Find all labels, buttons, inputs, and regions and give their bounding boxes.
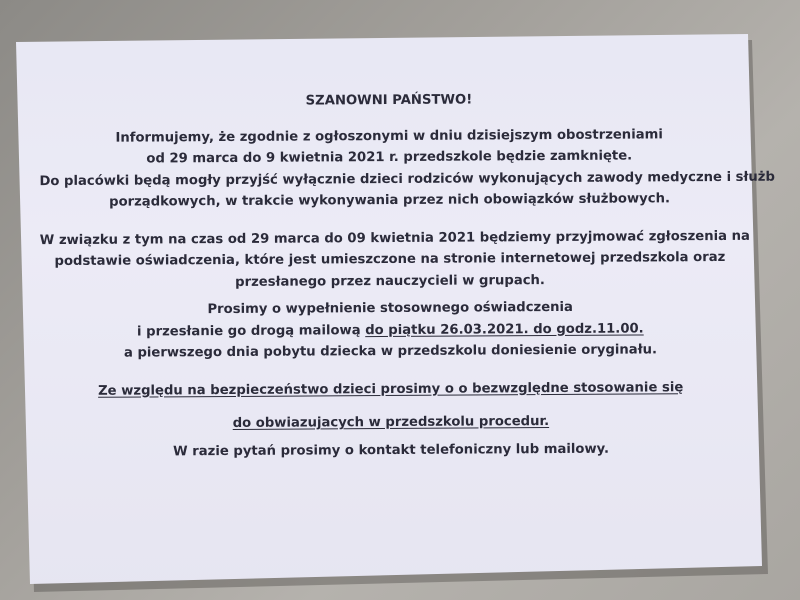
paragraph-1-line-2: od 29 marca do 9 kwietnia 2021 r. przedszkole będzie zamknięte. (146, 148, 633, 167)
paragraph-2-line-2: podstawie oświadczenia, które jest umieszczone na stronie internetowej przedszkola oraz (54, 249, 726, 270)
contact-line: W razie pytań prosimy o kontakt telefoniczny lub mailowy. (173, 441, 610, 459)
safety-line-2: do obwiazujacych w przedszkolu procedur. (232, 414, 550, 431)
deadline: do piątku 26.03.2021. do godz.11.00. (365, 320, 644, 338)
paragraph-3-line-3: a pierwszego dnia pobytu dziecka w przedszkolu doniesienie oryginału. (123, 342, 658, 361)
notice-text (39, 88, 775, 463)
paragraph-3-line-1: Prosimy o wypełnienie stosownego oświadczenia (207, 299, 573, 318)
paragraph-1-line-4: porządkowych, w trakcie wykonywania przez nich obowiązków służbowych. (109, 191, 671, 210)
paragraph-1-line-3: Do placówki będą mogły przyjść wyłącznie dzieci rodziców wykonujących zawody medyczne i służb (39, 169, 775, 189)
notice-title: SZANOWNI PAŃSTWO! (305, 92, 473, 109)
safety-line-1: Ze względu na bezpieczeństwo dzieci prosimy o o bezwzględne stosowanie się (98, 379, 684, 399)
paragraph-2-line-3: przesłanego przez nauczycieli w grupach. (235, 272, 545, 290)
paragraph-1-line-1: Informujemy, że zgodnie z ogłoszonymi w dniu dzisiejszym obostrzeniami (115, 126, 663, 146)
mail-instruction: i przesłanie go drogą mailową (136, 322, 366, 340)
paragraph-2-line-1: W związku z tym na czas od 29 marca do 09 kwietnia 2021 będziemy przyjmować zgłoszenia na (39, 228, 750, 248)
